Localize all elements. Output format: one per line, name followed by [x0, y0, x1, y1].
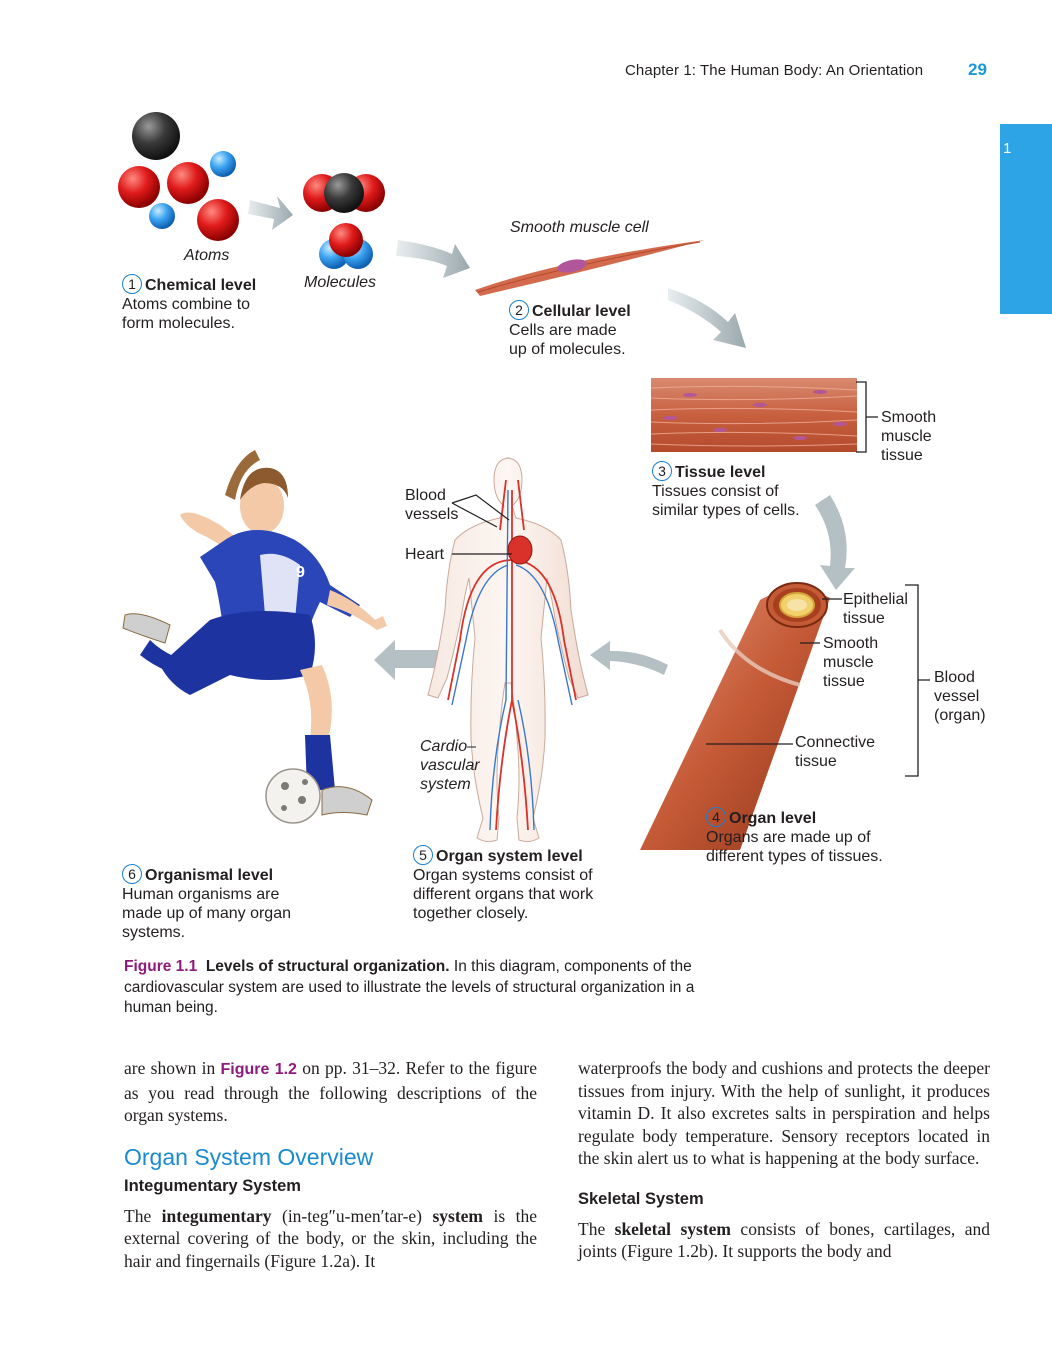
arrow-4 — [815, 495, 855, 590]
level-2-desc-line2: up of molecules. — [509, 341, 626, 358]
smooth-muscle-tissue-organ-label — [823, 634, 878, 691]
level-6-desc-line1: Human organisms are — [122, 886, 280, 903]
level-3-title: Tissue level — [675, 464, 766, 481]
level-6-desc-line3: systems. — [122, 924, 186, 941]
level-1-chemical — [122, 274, 256, 333]
level-3-number: 3 — [652, 461, 672, 481]
arrow-3 — [668, 288, 746, 348]
smooth-muscle-tissue-label — [881, 408, 936, 465]
smooth-muscle-tissue-line1: Smooth — [881, 409, 937, 426]
level-4-desc-line2: different types of tissues. — [706, 848, 883, 865]
epithelial-tissue-line1: Epithelial — [843, 591, 908, 608]
right-p2-text-b: consists of bones, cartilages, and joints (Figure 1.2b). It supports the body and — [578, 1218, 990, 1261]
level-4-number: 4 — [706, 807, 726, 827]
heart-label: Heart — [405, 546, 445, 563]
level-6-number: 6 — [122, 864, 142, 884]
cardiovascular-line1: Cardio– — [420, 738, 477, 755]
right-p2-text-a: The — [578, 1218, 615, 1239]
left-paragraph-1 — [124, 1057, 537, 1127]
subheading-integumentary: Integumentary System — [124, 1176, 301, 1195]
smooth-muscle-organ-line1: Smooth — [823, 635, 879, 652]
epithelial-tissue-line2: tissue — [843, 610, 885, 627]
atoms-illustration — [118, 112, 239, 241]
level-3-desc-line2: similar types of cells. — [652, 502, 800, 519]
left-paragraph-2 — [124, 1205, 537, 1273]
blood-vessels-label — [405, 486, 458, 524]
blood-vessels-line1: Blood — [405, 487, 446, 504]
level-2-cellular — [509, 300, 631, 359]
level-4-organ — [706, 807, 883, 866]
level-4-desc-line1: Organs are made up of — [706, 829, 871, 846]
cardiovascular-line2: vascular — [420, 757, 480, 774]
smooth-muscle-tissue-line3: tissue — [881, 447, 923, 464]
figure-caption-text: In this diagram, components of the cardiovascular system are used to illustrate the levels of structural organization in a human being. — [124, 958, 695, 1016]
molecules-illustration — [303, 173, 385, 269]
level-5-number: 5 — [413, 845, 433, 865]
smooth-muscle-tissue-illustration — [651, 378, 878, 452]
term-skeletal-system: skeletal system — [614, 1218, 731, 1239]
left-p2-text-a: The — [124, 1205, 162, 1226]
cardiovascular-system-label — [420, 737, 480, 794]
left-p1-text-a: are shown in — [124, 1058, 221, 1078]
smooth-muscle-organ-line2: muscle — [823, 654, 874, 671]
smooth-muscle-cell-label: Smooth muscle cell — [510, 219, 649, 236]
atoms-label: Atoms — [184, 247, 230, 264]
level-5-desc-line3: together closely. — [413, 905, 529, 922]
figure-caption — [124, 957, 739, 1019]
arrow-1 — [248, 196, 293, 230]
connective-tissue-line2: tissue — [795, 753, 837, 770]
smooth-muscle-cell-illustration — [475, 240, 705, 296]
level-2-number: 2 — [509, 300, 529, 320]
cardiovascular-line3: system — [420, 776, 471, 793]
figure-1-2-link[interactable]: Figure 1.2 — [220, 1061, 297, 1078]
level-6-title: Organismal level — [145, 867, 274, 884]
smooth-muscle-organ-line3: tissue — [823, 673, 865, 690]
subheading-skeletal: Skeletal System — [578, 1189, 704, 1208]
level-5-organ-system — [413, 845, 593, 923]
level-4-title: Organ level — [729, 810, 817, 827]
soccer-player-illustration — [123, 450, 387, 823]
blood-vessel-organ-label — [934, 668, 986, 725]
left-p2-text-c: is the external covering of the body, or the skin, including the hair and fingernails (Figure 1.2a). It — [124, 1205, 537, 1271]
arrow-2 — [396, 240, 470, 278]
level-6-desc-line2: made up of many organ — [122, 905, 291, 922]
chapter-tab-number: 1 — [1003, 140, 1012, 157]
epithelial-tissue-label — [843, 590, 908, 628]
running-head: Chapter 1: The Human Body: An Orientation — [625, 62, 924, 79]
section-heading: Organ System Overview — [124, 1143, 374, 1170]
blood-vessels-line2: vessels — [405, 506, 459, 523]
level-5-title: Organ system level — [436, 848, 583, 865]
arrow-5 — [590, 641, 668, 675]
right-paragraph-1: waterproofs the body and cushions and protects the deeper tissues from injury. With the help of sunlight, it produces vitamin D. It also excretes salts in perspiration and helps regulate body temperature. Sensory receptors located in the skin alert us to what is happening at the body surface. — [578, 1058, 990, 1168]
right-paragraph-2 — [578, 1218, 990, 1263]
level-5-desc-line2: different organs that work — [413, 886, 594, 903]
level-5-desc-line1: Organ systems consist of — [413, 867, 593, 884]
level-6-organismal — [122, 864, 291, 942]
smooth-muscle-tissue-line2: muscle — [881, 428, 932, 445]
page-number: 29 — [968, 60, 987, 79]
level-2-title: Cellular level — [532, 303, 631, 320]
level-3-desc-line1: Tissues consist of — [652, 483, 779, 500]
figure-caption-label: Figure 1.1 — [124, 958, 198, 975]
level-2-desc-line1: Cells are made — [509, 322, 617, 339]
molecules-label: Molecules — [304, 274, 377, 291]
level-1-desc-line2: form molecules. — [122, 315, 235, 332]
connective-tissue-label — [795, 733, 875, 771]
blood-vessel-organ-line3: (organ) — [934, 707, 986, 724]
blood-vessel-organ-line1: Blood — [934, 669, 975, 686]
blood-vessel-organ-line2: vessel — [934, 688, 980, 705]
jersey-number: 9 — [296, 564, 305, 581]
connective-tissue-line1: Connective — [795, 734, 876, 751]
left-p1-text-b: on pp. 31–32. Refer to the figure as you read through the following descriptions of the organ systems. — [124, 1058, 537, 1125]
figure-caption-title: Levels of structural organization. — [205, 958, 450, 975]
level-1-title: Chemical level — [145, 277, 257, 294]
body-left-column — [124, 1057, 537, 1272]
term-system: system — [432, 1205, 484, 1226]
body-right-column — [578, 1057, 990, 1263]
arrow-6 — [374, 640, 440, 680]
level-1-number: 1 — [122, 274, 142, 294]
left-p2-text-b: (in-teg″u-men′tar-e) — [271, 1205, 433, 1226]
term-integumentary: integumentary — [161, 1205, 272, 1226]
level-3-tissue — [652, 461, 800, 520]
level-1-desc-line1: Atoms combine to — [122, 296, 251, 313]
